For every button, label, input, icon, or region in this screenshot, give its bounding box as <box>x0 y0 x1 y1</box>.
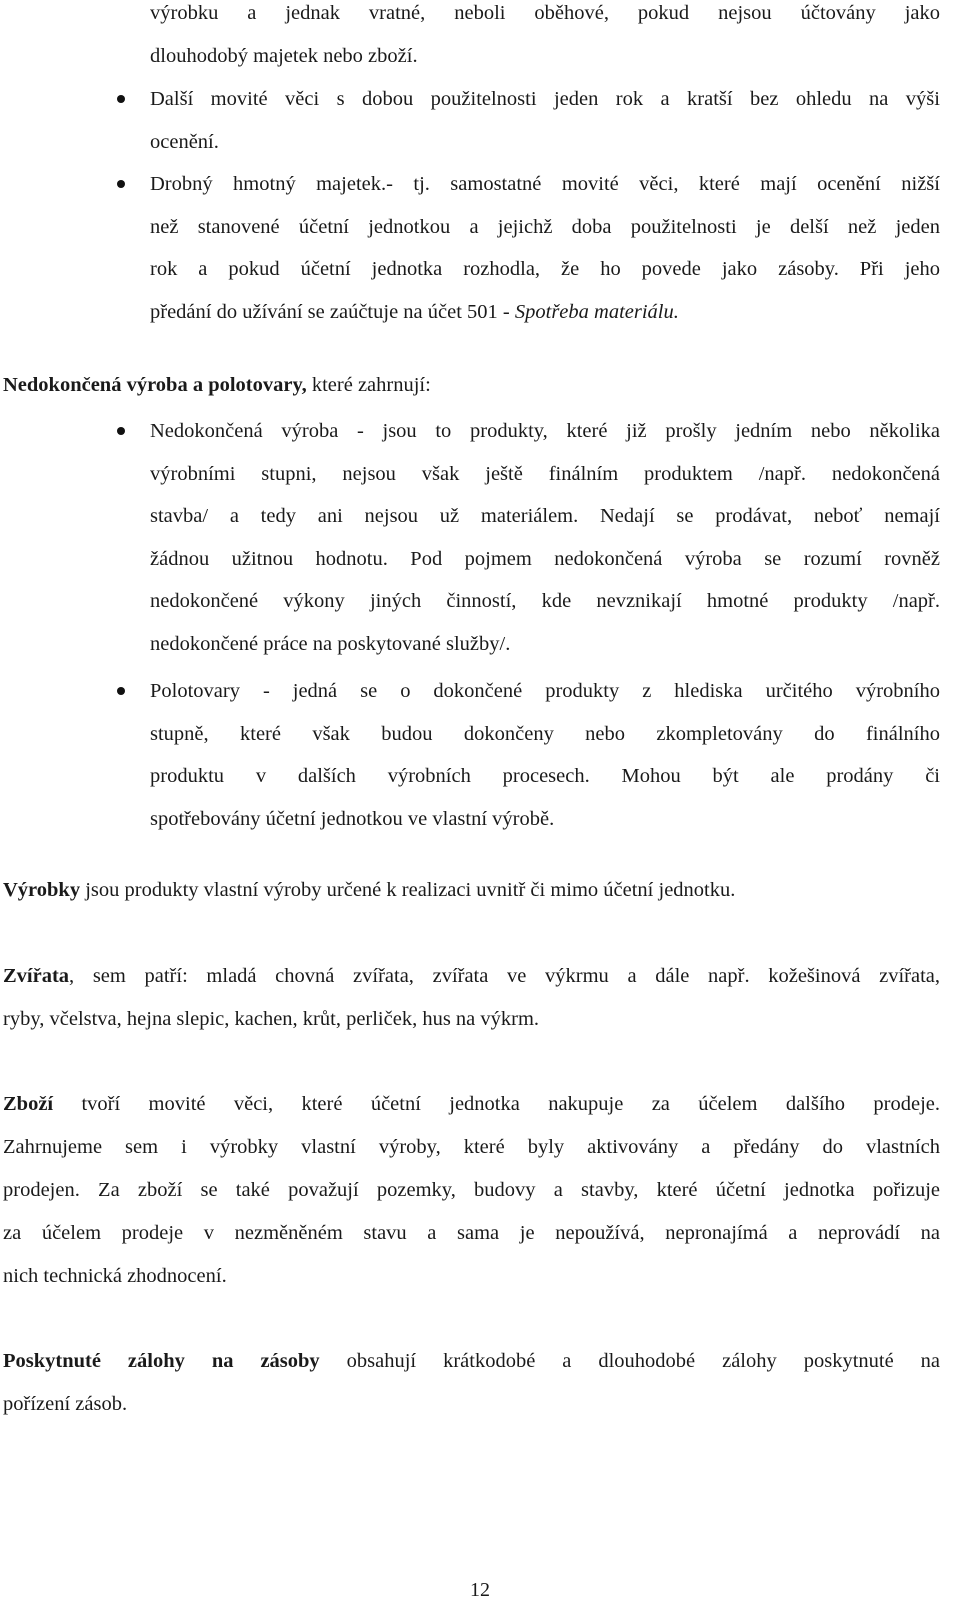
bullet-icon <box>117 180 125 188</box>
term-bold: Výrobky <box>3 879 81 901</box>
text-fragment: předání do užívání se zaúčtuje na účet 501 - <box>150 300 515 323</box>
text-line <box>3 1083 940 1126</box>
text-fragment: obsahují krátkodobé a dlouhodobé zálohy poskytnuté na <box>319 1350 940 1372</box>
text-line: nedokončené výkony jiných činností, kde nevznikají hmotné produkty /např. <box>150 590 940 612</box>
text-line: za účelem prodeje v nezměněném stavu a sama je nepoužívá, nepronajímá a neprovádí na <box>3 1222 940 1244</box>
text-line: žádnou užitnou hodnotu. Pod pojmem nedokončená výroba se rozumí rovněž <box>150 547 940 570</box>
term-bold: Poskytnuté zálohy na zásoby <box>3 1350 320 1372</box>
text-line: dlouhodobý majetek nebo zboží. <box>150 44 418 67</box>
text-line: stavba/ a tedy ani nejsou už materiálem. Nedají se prodávat, neboť nemají <box>150 505 940 527</box>
text-line <box>3 364 940 406</box>
text-line <box>3 955 940 998</box>
text-line: Polotovary - jedná se o dokončené produkty z hlediska určitého výrobního <box>150 680 940 702</box>
bullet-icon <box>117 687 125 695</box>
text-line: spotřebovány účetní jednotkou ve vlastní výrobě. <box>150 807 555 830</box>
text-line <box>3 1340 940 1383</box>
text-line: ocenění. <box>150 130 219 153</box>
section-heading-unfinished <box>3 364 940 406</box>
text-line: Drobný hmotný majetek.- tj. samostatné movité věci, které mají ocenění nižší <box>150 173 940 195</box>
paragraph-advances <box>3 1340 940 1426</box>
text-line: nich technická zhodnocení. <box>3 1265 227 1287</box>
text-line: stupně, které však budou dokončeny nebo zkompletovány do finálního <box>150 722 940 745</box>
text-fragment: které zahrnují: <box>306 374 431 396</box>
text-line: Další movité věci s dobou použitelnosti jeden rok a kratší bez ohledu na výši <box>150 88 940 110</box>
text-line <box>3 869 940 912</box>
term-bold: Nedokončená výroba a polotovary, <box>3 374 307 396</box>
page-number: 12 <box>470 1579 490 1601</box>
bullet-item-unfinished-production <box>150 410 940 665</box>
text-line: než stanovené účetní jednotkou a jejichž doba použitelnosti je delší než jeden <box>150 215 940 238</box>
text-line: nedokončené práce na poskytované služby/. <box>150 632 511 655</box>
text-fragment: jsou produkty vlastní výroby určené k realizaci uvnitř či mimo účetní jednotku. <box>80 879 736 901</box>
term-bold: Zboží <box>3 1093 54 1115</box>
text-line: prodejen. Za zboží se také považují pozemky, budovy a stavby, které účetní jednotka pořizuje <box>3 1179 940 1201</box>
text-line: pořízení zásob. <box>3 1393 128 1415</box>
text-line: výrobku a jednak vratné, neboli oběhové, pokud nejsou účtovány jako <box>150 2 940 24</box>
paragraph-products <box>3 869 940 912</box>
text-line: Nedokončená výroba - jsou to produkty, které již prošly jedním nebo několika <box>150 420 940 442</box>
bullet-item-small-assets <box>150 163 940 333</box>
text-line: výrobními stupni, nejsou však ještě finálním produktem /např. nedokončená <box>150 462 940 485</box>
bullet-icon <box>117 427 125 435</box>
term-bold: Zvířata <box>3 965 70 987</box>
text-line: Zahrnujeme sem i výrobky vlastní výroby, které byly aktivovány a předány do vlastních <box>3 1136 940 1158</box>
paragraph-goods <box>3 1083 940 1298</box>
continued-text <box>150 0 940 77</box>
bullet-icon <box>117 95 125 103</box>
bullet-item-semi-finished <box>150 670 940 840</box>
text-line: rok a pokud účetní jednotka rozhodla, že ho povede jako zásoby. Při jeho <box>150 258 940 280</box>
text-fragment: , sem patří: mladá chovná zvířata, zvířata ve výkrmu a dále např. kožešinová zvířata, <box>69 965 940 987</box>
text-fragment: tvoří movité věci, které účetní jednotka nakupuje za účelem dalšího prodeje. <box>53 1093 940 1115</box>
text-line: ryby, včelstva, hejna slepic, kachen, krůt, perliček, hus na výkrm. <box>3 1008 540 1030</box>
account-name: Spotřeba materiálu. <box>514 300 679 323</box>
paragraph-animals <box>3 955 940 1041</box>
text-line <box>150 291 940 334</box>
bullet-item-other-movables <box>150 78 940 163</box>
text-line: produktu v dalších výrobních procesech. Mohou být ale prodány či <box>150 765 940 787</box>
